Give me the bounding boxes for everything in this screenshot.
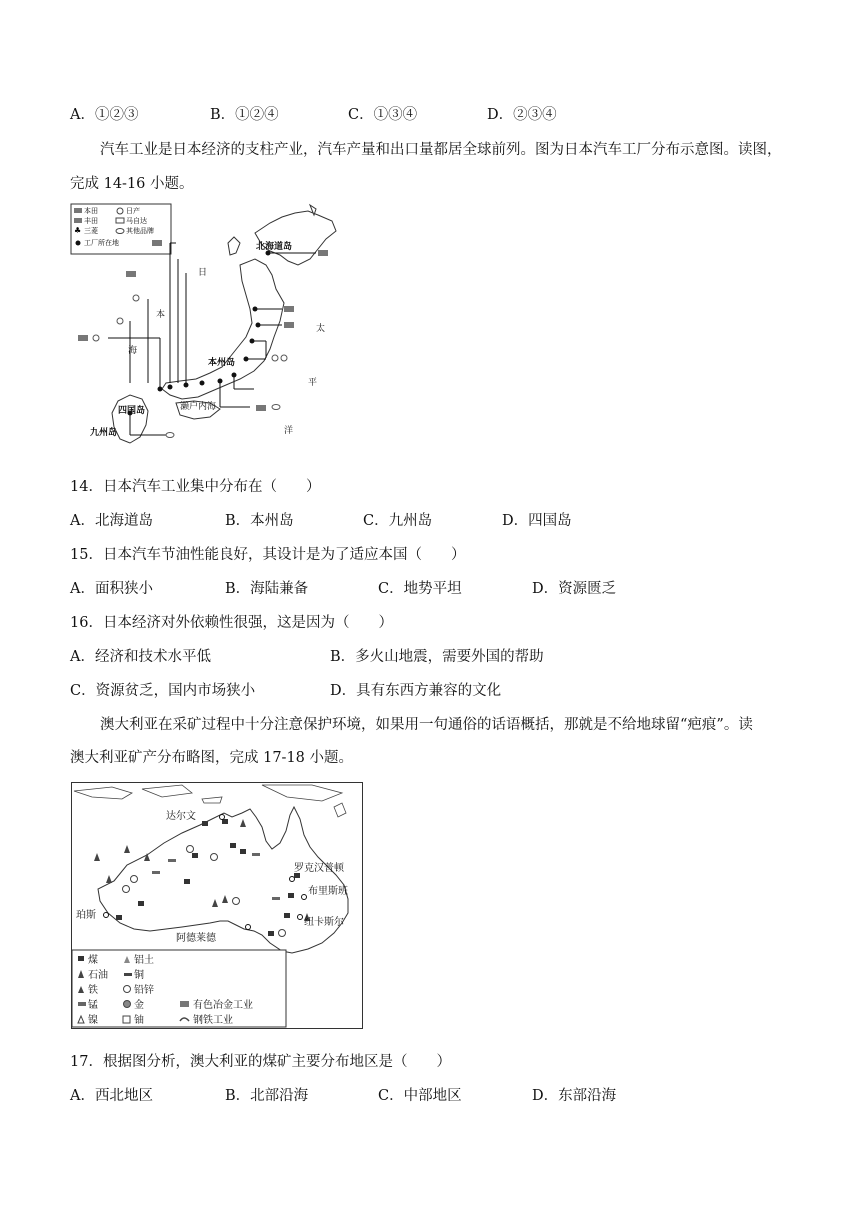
aus-legend-leadzinc: 铅锌: [134, 985, 154, 996]
q16-option-a: A．经济和技术水平低: [70, 649, 211, 665]
jp-label-hokkaido: 北海道岛: [256, 242, 293, 252]
jp-label-sea-hai: 海: [128, 346, 138, 356]
aus-city-rockhampton: 罗克汉普顿: [294, 863, 344, 874]
q13-option-c: C．①③④: [348, 107, 418, 123]
passage2-line1: 澳大利亚在采矿过程中十分注意保护环境，如果用一句通俗的话语概括，那就是不给地球留“疤痕”。读: [100, 717, 753, 733]
aus-city-darwin: 达尔文: [166, 811, 196, 822]
passage1-line1: 汽车工业是日本经济的支柱产业，汽车产量和出口量都居全球前列。图为日本汽车工厂分布示意图。读图，: [100, 142, 782, 158]
aus-city-adelaide: 阿德莱德: [176, 933, 216, 944]
jp-label-honshu: 本州岛: [208, 358, 236, 368]
jp-label-pac-ping: 平: [308, 378, 318, 388]
q13-option-a: A．①②③: [70, 107, 139, 123]
aus-legend-nickel: 镍: [88, 1015, 98, 1026]
passage1-line2: 完成 14-16 小题。: [70, 176, 194, 192]
aus-legend-copper: 铜: [134, 970, 144, 981]
aus-legend-oil: 石油: [88, 970, 108, 981]
q15-option-c: C．地势平坦: [378, 581, 462, 597]
aus-legend-uranium: 铀: [134, 1015, 144, 1026]
japan-factory-map: [70, 203, 340, 453]
jp-legend-toyota: 丰田: [84, 217, 98, 225]
q17-option-c: C．中部地区: [378, 1088, 462, 1104]
jp-legend-honda: 本田: [84, 207, 98, 215]
aus-legend-bauxite: 铝土: [134, 955, 154, 966]
q13-option-b: B．①②④: [210, 107, 279, 123]
aus-legend-coal: 煤: [88, 955, 98, 966]
aus-legend-steel: 钢铁工业: [193, 1015, 233, 1026]
jp-legend-mitsubishi: 三菱: [84, 227, 98, 235]
q15-stem: 15．日本汽车节油性能良好，其设计是为了适应本国（ ）: [70, 547, 466, 563]
q14-option-c: C．九州岛: [363, 513, 433, 529]
aus-city-newcastle: 纽卡斯尔: [304, 917, 344, 928]
q14-option-b: B．本州岛: [225, 513, 294, 529]
jp-label-kyushu: 九州岛: [90, 428, 118, 438]
mitsubishi-icon: ♣: [74, 226, 82, 235]
q14-option-a: A．北海道岛: [70, 513, 153, 529]
aus-legend-iron: 铁: [88, 985, 98, 996]
aus-legend-manganese: 锰: [88, 1000, 98, 1011]
aus-legend-gold: 金: [134, 1000, 144, 1011]
australia-mineral-map: [71, 782, 363, 1029]
aus-city-brisbane: 布里斯班: [308, 886, 348, 897]
q14-option-d: D．四国岛: [502, 513, 572, 529]
jp-legend-factory: 工厂所在地: [84, 239, 119, 247]
q16-option-c: C．资源贫乏，国内市场狭小: [70, 683, 256, 699]
q15-option-d: D．资源匮乏: [532, 581, 617, 597]
q14-stem: 14．日本汽车工业集中分布在（ ）: [70, 479, 321, 495]
jp-legend-mazda: 马自达: [126, 217, 147, 225]
q17-option-a: A．西北地区: [70, 1088, 153, 1104]
jp-label-pac-yang: 洋: [284, 426, 294, 436]
jp-label-sea-ben: 本: [156, 310, 166, 320]
jp-label-pac-tai: 太: [316, 324, 326, 334]
jp-legend-nissan: 日产: [126, 207, 140, 215]
q17-stem: 17．根据图分析，澳大利亚的煤矿主要分布地区是（ ）: [70, 1054, 451, 1070]
q17-option-b: B．北部沿海: [225, 1088, 309, 1104]
q16-stem: 16．日本经济对外依赖性很强，这是因为（ ）: [70, 615, 393, 631]
q13-option-d: D．②③④: [487, 107, 557, 123]
passage2-line2: 澳大利亚矿产分布略图，完成 17-18 小题。: [70, 750, 354, 766]
jp-label-seto: 濑户内海: [180, 402, 217, 412]
q17-option-d: D．东部沿海: [532, 1088, 617, 1104]
jp-legend-other: 其他品牌: [126, 227, 154, 235]
q15-option-a: A．面积狭小: [70, 581, 153, 597]
q16-option-b: B．多火山地震，需要外国的帮助: [330, 649, 544, 665]
q16-option-d: D．具有东西方兼容的文化: [330, 683, 502, 699]
aus-city-perth: 珀斯: [76, 910, 96, 921]
aus-legend-nonferrous: 有色冶金工业: [193, 1000, 253, 1011]
jp-label-shikoku: 四国岛: [118, 406, 146, 416]
jp-label-sea-ri: 日: [198, 268, 208, 278]
q15-option-b: B．海陆兼备: [225, 581, 309, 597]
